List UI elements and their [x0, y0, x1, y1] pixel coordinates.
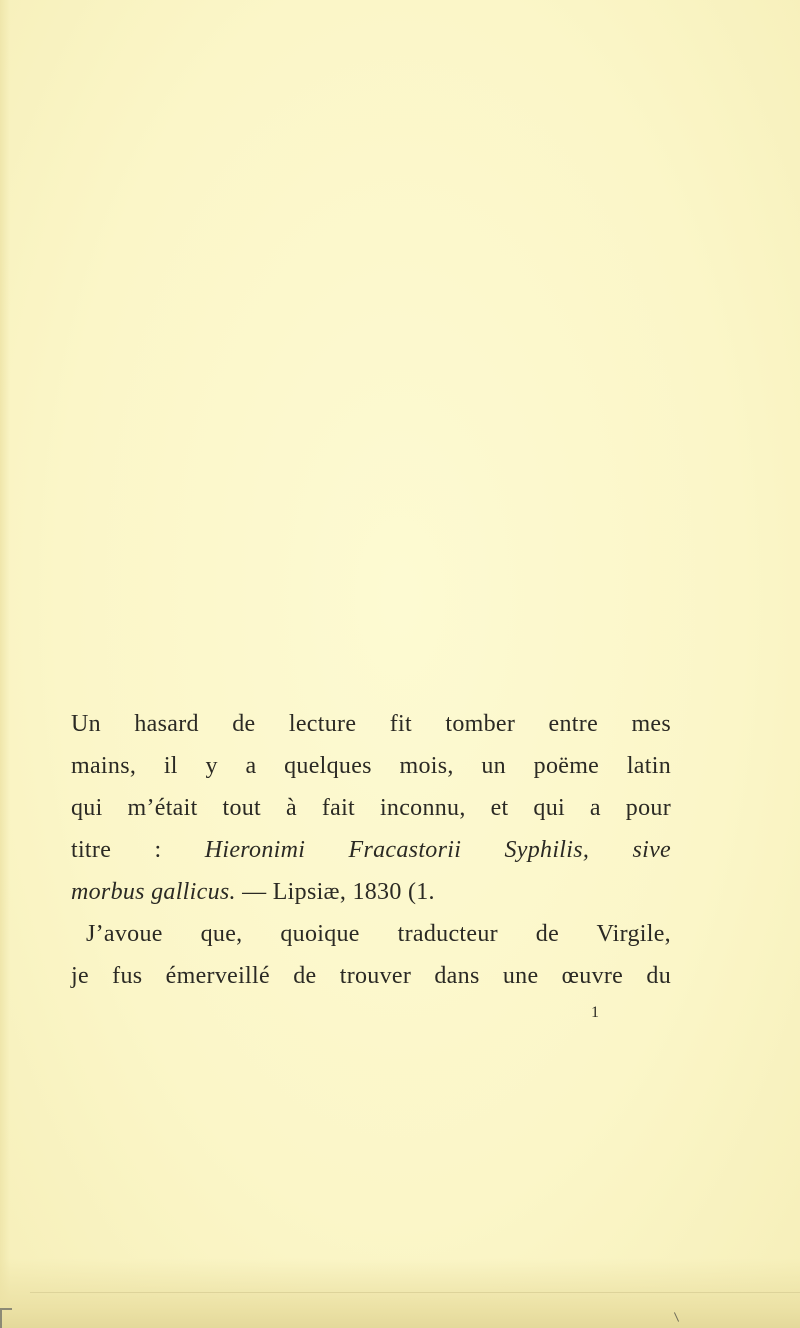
line-text: titre : — [71, 837, 205, 863]
page-number: 1 — [591, 1004, 599, 1021]
book-title-italic: Hieronimi Fracastorii Syphilis, sive — [204, 837, 672, 863]
line-text: — Lipsiæ, 1830 (1. — [235, 879, 435, 905]
text-line — [71, 787, 671, 829]
text-line — [71, 913, 671, 955]
page-fold-line — [30, 1292, 800, 1293]
line-text: Un hasard de lecture fit tomber entre mes — [71, 711, 671, 737]
text-line — [71, 829, 671, 871]
text-line — [71, 745, 671, 787]
line-text: mains, il y a quelques mois, un poëme latin — [71, 753, 671, 779]
body-text — [71, 703, 671, 997]
line-text: je fus émerveillé de trouver dans une œuvre du — [71, 963, 671, 989]
page-left-edge — [0, 0, 10, 1328]
book-title-italic: morbus gallicus. — [71, 879, 236, 905]
text-line — [71, 955, 671, 997]
line-text: qui m’était tout à fait inconnu, et qui a pour — [71, 795, 671, 821]
text-line — [71, 703, 671, 745]
text-line — [71, 871, 671, 913]
corner-mark — [0, 1308, 12, 1328]
line-text: J’avoue que, quoique traducteur de Virgile, — [86, 921, 671, 947]
page-bottom-shadow — [0, 1258, 800, 1328]
